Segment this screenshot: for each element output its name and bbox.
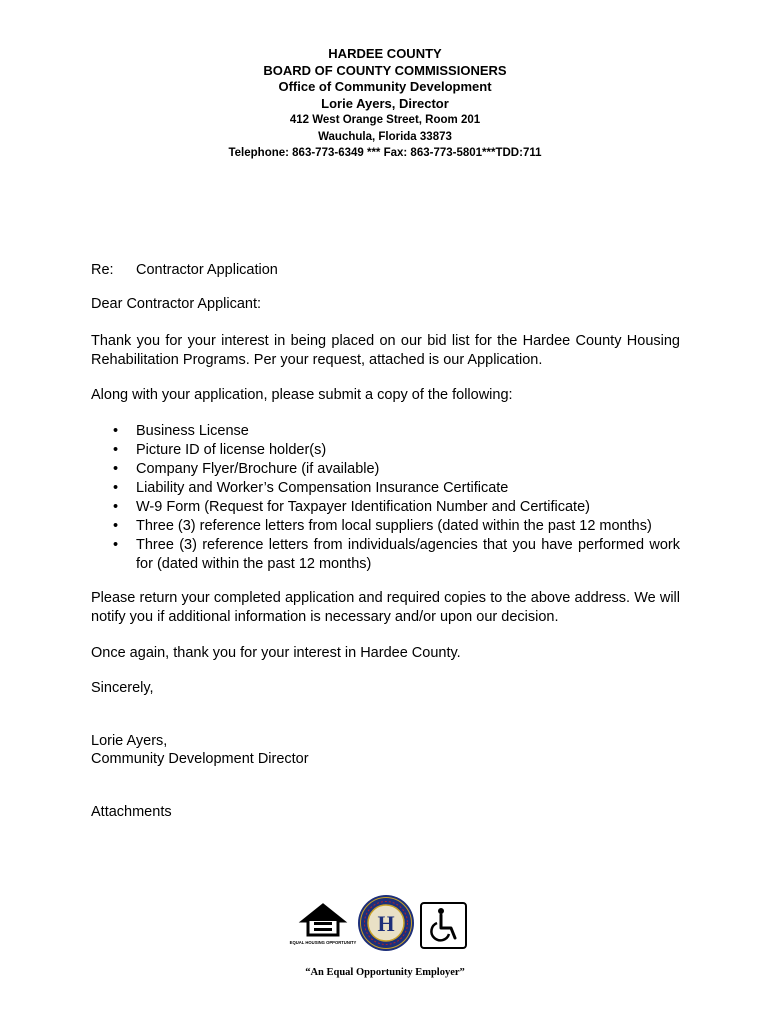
paragraph-request: Along with your application, please submit a copy of the following: <box>91 387 513 403</box>
equal-opportunity-tagline: “An Equal Opportunity Employer” <box>305 967 465 978</box>
equal-housing-opportunity-icon <box>290 905 357 945</box>
signer-name: Lorie Ayers, <box>91 733 168 749</box>
equal-housing-caption: EQUAL HOUSING OPPORTUNITY <box>289 940 357 945</box>
wheelchair-accessibility-icon <box>421 903 466 948</box>
city-address: Wauchula, Florida 33873 <box>318 130 452 143</box>
list-item <box>91 479 680 498</box>
bullet-icon: • <box>113 442 119 458</box>
phone-line: Telephone: 863-773-6349 *** Fax: 863-773-5801***TDD:711 <box>228 147 542 159</box>
paragraph-thanks: Once again, thank you for your interest in Hardee County. <box>91 645 461 661</box>
director-name: Lorie Ayers, Director <box>321 95 449 111</box>
footer-logos <box>289 893 470 955</box>
closing: Sincerely, <box>91 680 154 696</box>
office-name: Office of Community Development <box>278 79 492 94</box>
hardee-county-seal-icon <box>358 895 414 951</box>
bullet-icon: • <box>113 537 119 553</box>
list-item <box>91 460 680 479</box>
list-item-text: Three (3) reference letters from local suppliers (dated within the past 12 months) <box>136 518 652 534</box>
attachments-label: Attachments <box>91 804 172 820</box>
list-item-text: Three (3) reference letters from individuals/agencies that you have performed work for (dated within the past 12 months) <box>136 537 680 572</box>
signer-title: Community Development Director <box>91 751 309 767</box>
list-item-text: Business License <box>136 423 249 439</box>
requirements-list <box>91 422 680 574</box>
street-address: 412 West Orange Street, Room 201 <box>289 114 481 126</box>
seal-letter: H <box>377 911 395 936</box>
board-name: BOARD OF COUNTY COMMISSIONERS <box>263 62 507 78</box>
bullet-icon: • <box>113 499 119 515</box>
list-item <box>91 422 680 441</box>
bullet-icon: • <box>113 518 119 534</box>
list-item <box>91 498 680 517</box>
list-item <box>91 536 680 574</box>
bullet-icon: • <box>113 461 119 477</box>
list-item <box>91 517 680 536</box>
paragraph-return: Please return your completed application and required copies to the above address. We will notify you if additional information is necessary and/or upon our decision. <box>91 590 680 625</box>
county-name: HARDEE COUNTY <box>328 46 442 61</box>
bullet-icon: • <box>113 480 119 496</box>
logos-graphic <box>289 893 470 955</box>
paragraph-intro: Thank you for your interest in being placed on our bid list for the Hardee County Housing Rehabilitation Programs. Per your request, attached is our Application. <box>91 333 680 368</box>
list-item-text: Liability and Worker’s Compensation Insurance Certificate <box>136 480 509 496</box>
list-item-text: Picture ID of license holder(s) <box>136 442 327 458</box>
list-item <box>91 441 680 460</box>
list-item-text: W-9 Form (Request for Taxpayer Identification Number and Certificate) <box>136 499 590 515</box>
re-line <box>91 261 278 280</box>
salutation: Dear Contractor Applicant: <box>91 296 262 312</box>
list-item-text: Company Flyer/Brochure (if available) <box>136 461 380 477</box>
letterhead <box>0 46 770 162</box>
bullet-icon: • <box>113 423 119 439</box>
re-label: Re: <box>91 262 114 278</box>
re-subject: Contractor Application <box>136 262 278 278</box>
